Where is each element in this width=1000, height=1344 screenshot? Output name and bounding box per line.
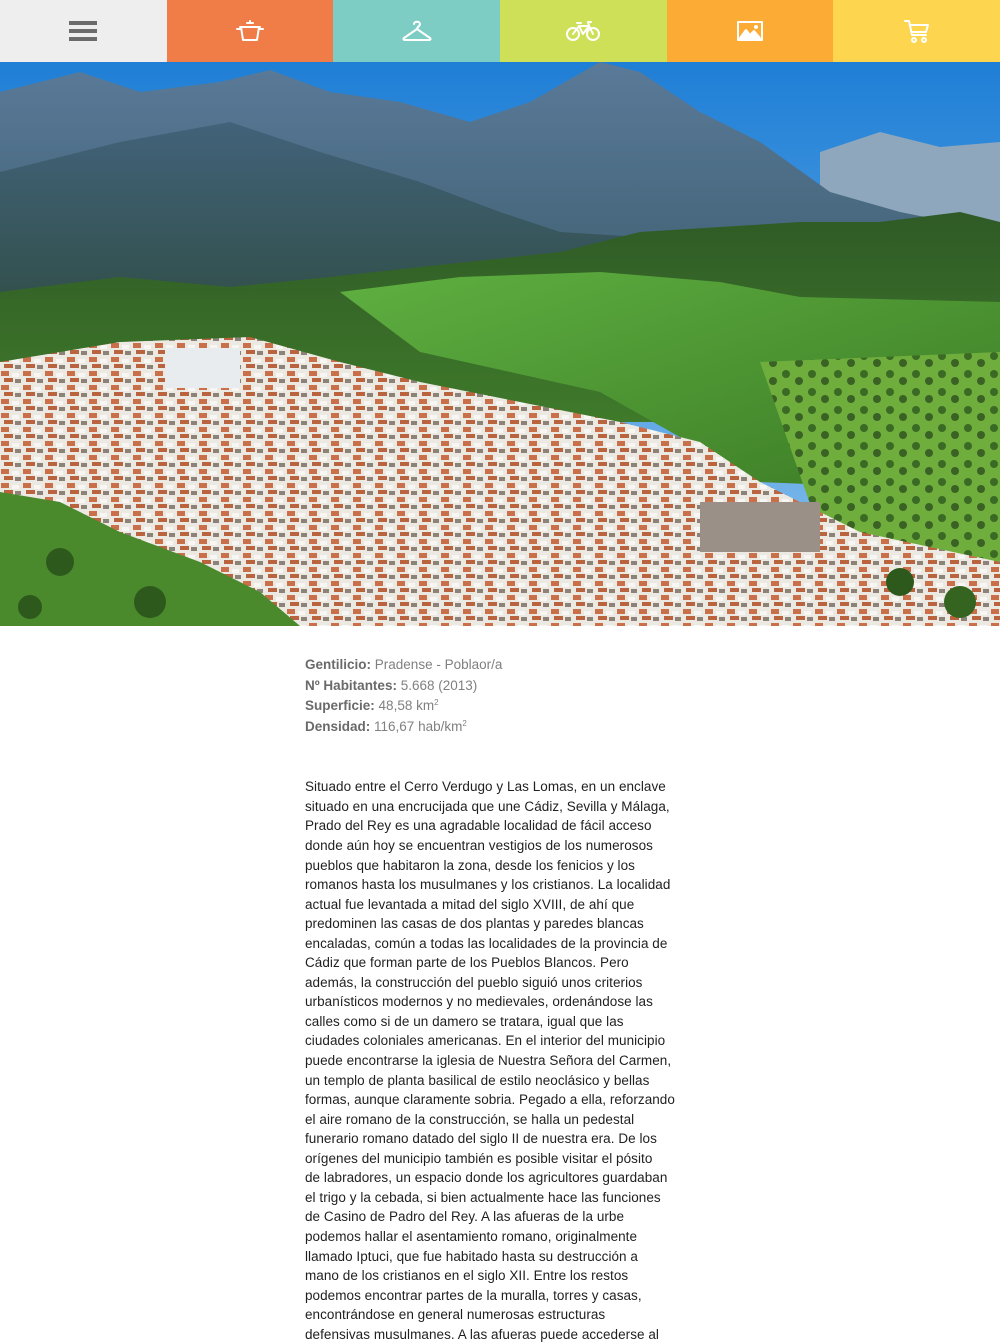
fact-value: 5.668 (2013)	[400, 677, 478, 693]
description-line: donde aún hoy se encuentran vestigios de los numerosos	[305, 838, 653, 854]
fact-label: Gentilicio:	[305, 657, 372, 672]
description-line: actual fue levantada a mitad del siglo XVIII, de ahí que	[305, 896, 635, 912]
tab-sports[interactable]	[500, 0, 667, 62]
description-line: Cádiz que forman parte de los Pueblos Blancos. Pero	[305, 955, 629, 971]
description-line: el aire romano de la construcción, se halla un pedestal	[305, 1111, 635, 1127]
description-line: encontrándose en general numerosas estructuras	[305, 1307, 606, 1323]
description-line: Prado del Rey es una agradable localidad de fácil acceso	[305, 818, 652, 834]
bicycle-icon	[565, 18, 601, 44]
description-line: además, la construcción del pueblo siguió unos criterios	[305, 974, 643, 990]
description-line: romanos hasta los musulmanes y los cristianos. La localidad	[305, 877, 671, 893]
cooking-pot-icon	[235, 18, 265, 44]
description-line: de labradores, un espacio donde los agricultores guardaban	[305, 1170, 668, 1186]
fact-superficie	[305, 696, 700, 717]
description-line: mano de los cristianos en el siglo XII. Entre los restos	[305, 1268, 629, 1284]
description-line: ciudades coloniales americanas. En el interior del municipio	[305, 1033, 666, 1049]
description-line: encaladas, común a todas las localidades de la provincia de	[305, 935, 668, 951]
description-line: defensivas musulmanes. A las afueras puede accederse al	[305, 1326, 659, 1342]
menu-icon	[68, 19, 98, 43]
fact-label: Superficie:	[305, 698, 375, 714]
description-line: situado en una encrucijada que une Cádiz, Sevilla y Málaga,	[305, 798, 670, 814]
description-line: de Casino de Padro del Rey. A las afueras de la urbe	[305, 1209, 625, 1225]
fact-habitantes	[305, 676, 700, 697]
fact-label: Densidad:	[305, 718, 371, 734]
tab-menu[interactable]	[0, 0, 167, 62]
description-line: funerario romano datado del siglo II de nuestra era. De los	[305, 1131, 657, 1147]
tab-gallery[interactable]	[667, 0, 834, 62]
description-line: llamado Iptuci, que fue habitado hasta su destrucción a	[305, 1248, 638, 1264]
fact-densidad	[305, 717, 700, 738]
description-line: calles como si de un damero se tratara, igual que las	[305, 1013, 624, 1029]
fact-value: 48,58 km	[378, 698, 435, 714]
fact-gentilicio	[305, 655, 700, 676]
unit-superscript: 2	[434, 698, 439, 708]
town-info	[305, 655, 700, 1344]
hero-image	[0, 62, 1000, 626]
image-icon	[735, 19, 765, 43]
shopping-cart-icon	[902, 17, 932, 45]
description-line: urbanísticos modernos y no medievales, ordenándose las	[305, 994, 653, 1010]
description-line: puede encontrarse la iglesia de Nuestra Señora del Carmen,	[305, 1053, 672, 1069]
description-line: formas, aunque claramente sobria. Pegado a ella, reforzando	[305, 1092, 675, 1108]
description-line: podemos hallar el asentamiento romano, originalmente	[305, 1228, 638, 1244]
description-line: un templo de planta basilical de estilo neoclásico y bellas	[305, 1072, 650, 1088]
description-line: orígenes del municipio también es posible visitar el pósito	[305, 1150, 653, 1166]
top-navigation	[0, 0, 1000, 62]
unit-superscript: 2	[462, 718, 467, 728]
facts-list	[305, 655, 700, 737]
description-line: Situado entre el Cerro Verdugo y Las Lomas, en un enclave	[305, 779, 666, 795]
description-line: podemos encontrar partes de la muralla, torres y casas,	[305, 1287, 642, 1303]
tab-fashion[interactable]	[333, 0, 500, 62]
description-line: pueblos que habitaron la zona, desde los fenicios y los	[305, 857, 635, 873]
description-line: predominen las casas de dos plantas y paredes blancas	[305, 916, 644, 932]
hanger-icon	[401, 18, 433, 44]
fact-value: Pradense - Poblaor/a	[374, 657, 503, 672]
tab-shop[interactable]	[833, 0, 1000, 62]
description-line: el trigo y la cebada, si bien actualmente hace las funciones	[305, 1189, 661, 1205]
fact-value: 116,67 hab/km	[374, 718, 463, 734]
tab-gastronomy[interactable]	[167, 0, 334, 62]
description-text	[305, 777, 700, 1344]
fact-label: Nº Habitantes:	[305, 677, 397, 693]
